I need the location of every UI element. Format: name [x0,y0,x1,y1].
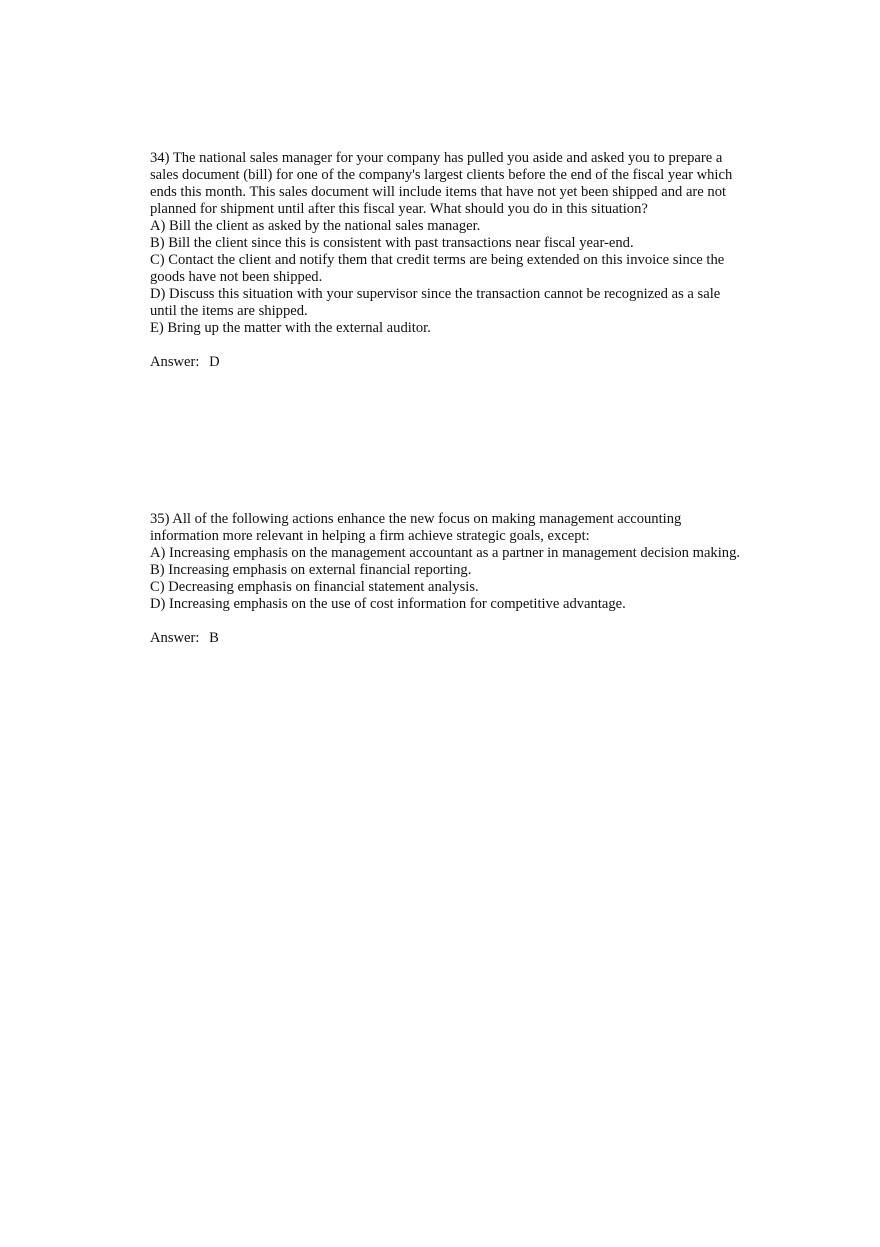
answer-value: D [209,354,220,370]
question-35 [150,511,750,647]
option-a: A) Increasing emphasis on the management accountant as a partner in management decision making. [150,545,741,561]
question-stem: 34) The national sales manager for your company has pulled you aside and asked you to prepare a sales document (bill) for one of the company's largest clients before the end of the fiscal year which ends this month. This sales document will include items that have not yet been shipped and are not planned for shipment until after this fiscal year. What should you do in this situation? [150,150,733,217]
question-stem: 35) All of the following actions enhance the new focus on making management accounting information more relevant in helping a firm achieve strategic goals, except: [150,511,682,544]
option-a: A) Bill the client as asked by the national sales manager. [150,218,481,234]
answer-line [150,630,750,647]
option-d: D) Increasing emphasis on the use of cost information for competitive advantage. [150,596,626,612]
option-b: B) Increasing emphasis on external financial reporting. [150,562,472,578]
option-c: C) Decreasing emphasis on financial statement analysis. [150,579,479,595]
answer-value: B [209,630,219,646]
answer-line [150,354,750,371]
option-e: E) Bring up the matter with the external auditor. [150,320,431,336]
answer-label: Answer: [150,354,200,370]
option-d: D) Discuss this situation with your supervisor since the transaction cannot be recognized as a sale until the items are shipped. [150,286,721,319]
question-34 [150,150,750,371]
option-b: B) Bill the client since this is consistent with past transactions near fiscal year-end. [150,235,634,251]
answer-label: Answer: [150,630,200,646]
option-c: C) Contact the client and notify them that credit terms are being extended on this invoice since the goods have not been shipped. [150,252,725,285]
